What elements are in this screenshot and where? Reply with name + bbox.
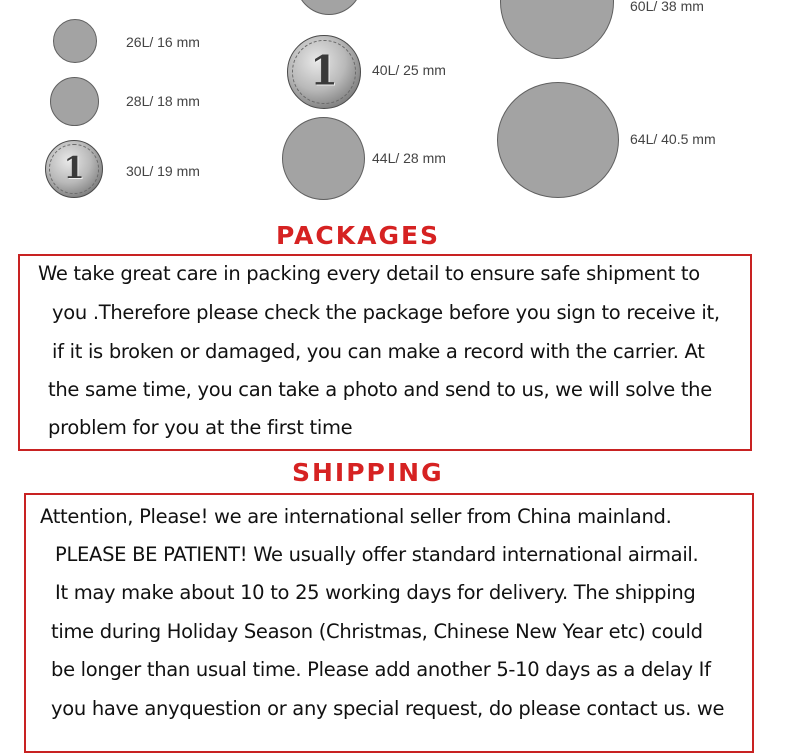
- size-circle-28l: [50, 77, 99, 126]
- packages-heading: PACKAGES: [276, 221, 441, 250]
- size-circle-60l: [500, 0, 614, 59]
- size-label-28l: 28L/ 18 mm: [126, 93, 200, 109]
- shipping-line: be longer than usual time. Please add another 5-10 days as a delay If: [51, 658, 711, 681]
- size-circle-44l: [282, 117, 365, 200]
- shipping-line: Attention, Please! we are international seller from China mainland.: [40, 505, 672, 528]
- packages-line: problem for you at the first time: [48, 416, 353, 439]
- size-circle-64l: [497, 82, 619, 198]
- packages-line: the same time, you can take a photo and send to us, we will solve the: [48, 378, 712, 401]
- packages-line: you .Therefore please check the package before you sign to receive it,: [52, 301, 720, 324]
- coin-photo-40l: [287, 35, 361, 109]
- size-label-44l: 44L/ 28 mm: [372, 150, 446, 166]
- coin-face-value: 1: [310, 47, 338, 95]
- shipping-heading: SHIPPING: [292, 458, 444, 487]
- size-circle-26l: [53, 19, 97, 63]
- shipping-line: time during Holiday Season (Christmas, Chinese New Year etc) could: [51, 620, 703, 643]
- size-label-64l: 64L/ 40.5 mm: [630, 131, 716, 147]
- size-label-40l: 40L/ 25 mm: [372, 62, 446, 78]
- size-label-30l: 30L/ 19 mm: [126, 163, 200, 179]
- size-label-26l: 26L/ 16 mm: [126, 34, 200, 50]
- size-circle-partial-top: [295, 0, 363, 15]
- shipping-line: It may make about 10 to 25 working days for delivery. The shipping: [55, 581, 696, 604]
- coin-photo-30l: [45, 140, 103, 198]
- packages-line: We take great care in packing every detail to ensure safe shipment to: [38, 262, 700, 285]
- size-label-60l: 60L/ 38 mm: [630, 0, 704, 14]
- coin-face-value: 1: [63, 150, 85, 186]
- packages-line: if it is broken or damaged, you can make a record with the carrier. At: [52, 340, 705, 363]
- shipping-line: you have anyquestion or any special request, do please contact us. we: [51, 697, 725, 720]
- shipping-line: PLEASE BE PATIENT! We usually offer standard international airmail.: [55, 543, 699, 566]
